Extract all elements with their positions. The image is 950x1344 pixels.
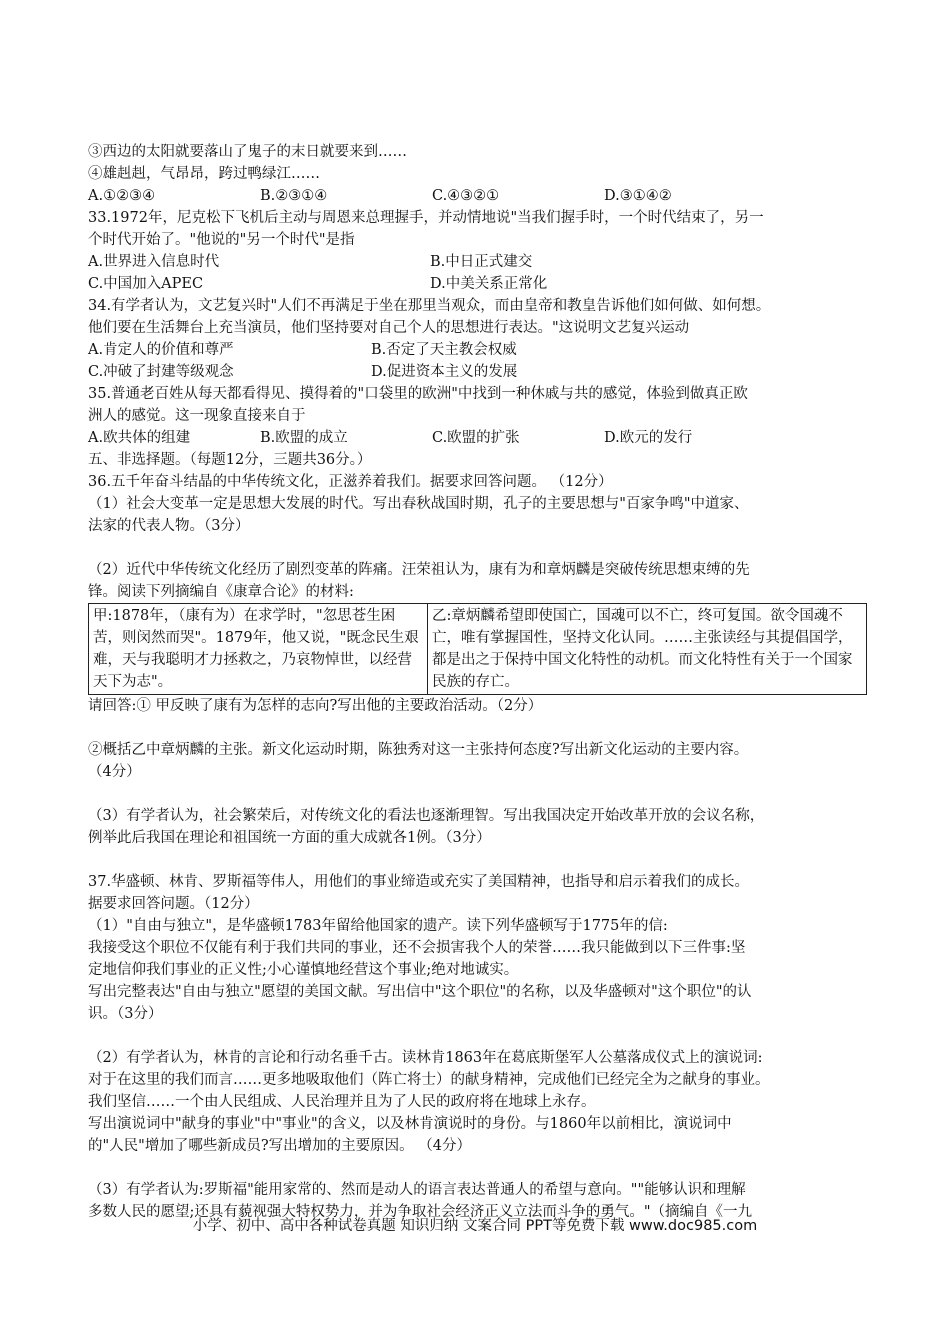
page-footer: 小学、初中、高中各种试卷真题 知识归纳 文案合同 PPT等免费下载 www.doc985.com (192, 1218, 758, 1234)
q34-stem: 他们要在生活舞台上充当演员，他们坚持要对自己个人的思想进行表达。"这说明文艺复兴运动 (88, 320, 690, 336)
q37-part1: 识。（3分） (88, 1006, 163, 1022)
q34-options-row2 (88, 361, 868, 383)
q36-stem: 36.五千年奋斗结晶的中华传统文化，正滋养着我们。据要求回答问题。 （12分） (88, 474, 613, 490)
q37-part1: 我接受这个职位不仅能有利于我们共同的事业，还不会损害我个人的荣誉……我只能做到以下三件事:坚 (88, 940, 746, 956)
option-d: D.③①④② (604, 188, 672, 204)
exam-page (88, 141, 868, 1223)
option-d: D.促进资本主义的发展 (371, 364, 518, 380)
option-c: C.冲破了封建等级观念 (88, 364, 234, 380)
q36-part1: （1）社会大变革一定是思想大发展的时代。写出春秋战国时期，孔子的主要思想与"百家争鸣"中道家、 (88, 496, 749, 512)
q35-stem: 35.普通老百姓从每天都看得见、摸得着的"口袋里的欧洲"中找到一种休戚与共的感觉，体验到做真正欧 (88, 386, 748, 402)
q32-options (88, 185, 868, 207)
material-b: 乙:章炳麟希望即使国亡，国魂可以不亡，终可复国。欲令国魂不亡，唯有掌握国性，坚持文化认同。……主张读经与其提倡国学， 都是出之于保持中国文化特性的动机。而文化特性有关于一个国家民族的存亡。 (428, 604, 867, 695)
option-c: C.欧盟的扩张 (432, 430, 520, 446)
q37-part2: 的"人民"增加了哪些新成员?写出增加的主要原因。 （4分） (88, 1138, 471, 1154)
q37-part3: （3）有学者认为:罗斯福"能用家常的、然而是动人的语言表达普通人的希望与意向。""能够认识和理解 (88, 1182, 746, 1198)
q33-stem: 个时代开始了。"他说的"另一个时代"是指 (88, 232, 355, 248)
q34-options-row1 (88, 339, 868, 361)
material-a: 甲:1878年，（康有为）在求学时，"忽思苍生困苦，则闵然而哭"。1879年，他又说，"既念民生艰难，天与我聪明才力拯救之，乃哀物悼世，以经营天下为志"。 (89, 604, 428, 695)
q36-part3: 例举此后我国在理论和祖国统一方面的重大成就各1例。（3分） (88, 830, 491, 846)
q35-stem: 洲人的感觉。这一现象直接来自于 (88, 408, 306, 424)
q36-question-a: 请回答:① 甲反映了康有为怎样的志向?写出他的主要政治活动。（2分） (88, 698, 543, 714)
option-d: D.中美关系正常化 (430, 276, 548, 292)
q36-part2: 锋。阅读下列摘编自《康章合论》的材料: (88, 584, 354, 600)
q37-part2: 写出演说词中"献身的事业"中"事业"的含义，以及林肯演说时的身份。与1860年以前相比，演说词中 (88, 1116, 732, 1132)
q37-part3: 多数人民的愿望;还具有藐视强大特权势力，并为争取社会经济正义立法而斗争的勇气。"（摘编自《一九 (88, 1204, 753, 1220)
q37-part1: 定地信仰我们事业的正义性;小心谨慎地经营这个事业;绝对地诚实。 (88, 962, 519, 978)
q37-part1: 写出完整表达"自由与独立"愿望的美国文献。写出信中"这个职位"的名称，以及华盛顿对"这个职位"的认 (88, 984, 752, 1000)
option-b: B.中日正式建交 (430, 254, 533, 270)
q34-stem: 34.有学者认为，文艺复兴时"人们不再满足于坐在那里当观众，而由皇帝和教皇告诉他们如何做、如何想。 (88, 298, 771, 314)
option-b: B.否定了天主教会权威 (371, 342, 517, 358)
q37-part2: （2）有学者认为，林肯的言论和行动名垂千古。读林肯1863年在葛底斯堡军人公墓落成仪式上的演说词: (88, 1050, 763, 1066)
option-b: B.②③①④ (260, 188, 328, 204)
option-c: C.④③②① (432, 188, 500, 204)
q36-part3: （3）有学者认为，社会繁荣后，对传统文化的看法也逐渐理智。写出我国决定开始改革开放的会议名称， (88, 808, 765, 824)
section-heading: 五、非选择题。（每题12分，三题共36分。） (88, 452, 372, 468)
q37-part2: 对于在这里的我们而言……更多地吸取他们（阵亡将士）的献身精神，完成他们已经完全为之献身的事业。 (88, 1072, 770, 1088)
q33-options-row2 (88, 273, 868, 295)
option-a: A.欧共体的组建 (88, 430, 191, 446)
text-line: ③西边的太阳就要落山了鬼子的末日就要来到…… (88, 144, 407, 160)
q33-stem: 33.1972年，尼克松下飞机后主动与周恩来总理握手，并动情地说"当我们握手时，一个时代结束了，另一 (88, 210, 764, 226)
option-c: C.中国加入APEC (88, 276, 204, 292)
q37-stem: 据要求回答问题。（12分） (88, 896, 259, 912)
q33-options-row1 (88, 251, 868, 273)
option-a: A.世界进入信息时代 (88, 254, 220, 270)
q36-question-b: （4分） (88, 764, 141, 780)
material-table (88, 603, 867, 695)
option-a: A.①②③④ (88, 188, 156, 204)
q36-part2: （2）近代中华传统文化经历了剧烈变革的阵痛。汪荣祖认为，康有为和章炳麟是突破传统思想束缚的先 (88, 562, 750, 578)
option-d: D.欧元的发行 (604, 430, 693, 446)
q37-part1: （1）"自由与独立"，是华盛顿1783年留给他国家的遗产。读下列华盛顿写于1775年的信: (88, 918, 668, 934)
text-line: ④雄赳赳，气昂昂，跨过鸭绿江…… (88, 166, 320, 182)
q36-question-b: ②概括乙中章炳麟的主张。新文化运动时期，陈独秀对这一主张持何态度?写出新文化运动的主要内容。 (88, 742, 749, 758)
q36-part1: 法家的代表人物。（3分） (88, 518, 250, 534)
option-a: A.肯定人的价值和尊严 (88, 342, 234, 358)
q37-stem: 37.华盛顿、林肯、罗斯福等伟人，用他们的事业缔造或充实了美国精神，也指导和启示着我们的成长。 (88, 874, 750, 890)
q35-options (88, 427, 868, 449)
option-b: B.欧盟的成立 (260, 430, 348, 446)
q37-part2: 我们坚信……一个由人民组成、人民治理并且为了人民的政府将在地球上永存。 (88, 1094, 596, 1110)
